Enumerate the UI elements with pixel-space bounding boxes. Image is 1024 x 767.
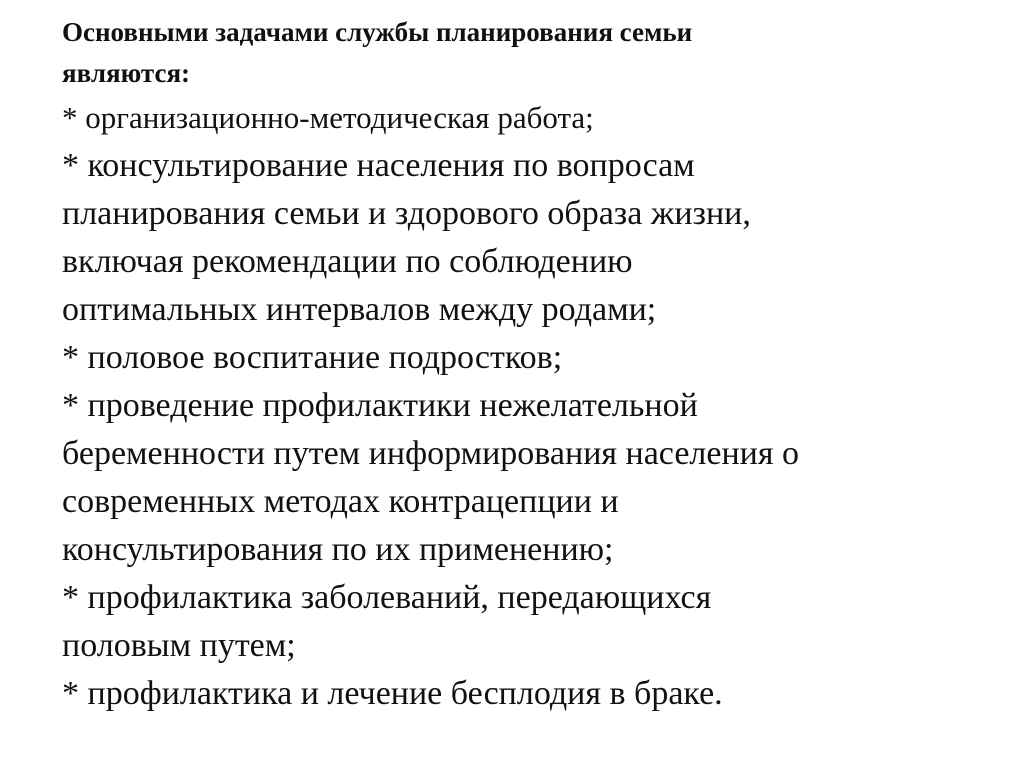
task-line: * консультирование населения по вопросам — [62, 147, 695, 184]
task-line: оптимальных интервалов между родами; — [62, 291, 657, 328]
task-line: * профилактика и лечение бесплодия в браке. — [62, 675, 723, 712]
task-item-4 — [62, 382, 982, 574]
task-item-6 — [62, 670, 982, 718]
task-line: * половое воспитание подростков; — [62, 339, 563, 376]
task-line: * проведение профилактики нежелательной — [62, 387, 698, 424]
task-item-5 — [62, 574, 982, 670]
task-item-2 — [62, 142, 982, 334]
task-line: беременности путем информирования населения о — [62, 435, 799, 472]
task-line: планирования семьи и здорового образа жизни, — [62, 195, 751, 232]
task-line: * организационно-методическая работа; — [62, 100, 594, 135]
task-item-3 — [62, 334, 982, 382]
task-line: консультирования по их применению; — [62, 531, 614, 568]
task-line: включая рекомендации по соблюдению — [62, 243, 633, 280]
slide-heading — [62, 12, 962, 94]
task-line: современных методах контрацепции и — [62, 483, 619, 520]
heading-line-1: Основными задачами службы планирования семьи — [62, 17, 693, 47]
task-item-1 — [62, 94, 982, 142]
heading-line-2: являются: — [62, 58, 191, 88]
task-line: половым путем; — [62, 627, 296, 664]
task-list — [62, 94, 982, 718]
task-line: * профилактика заболеваний, передающихся — [62, 579, 712, 616]
